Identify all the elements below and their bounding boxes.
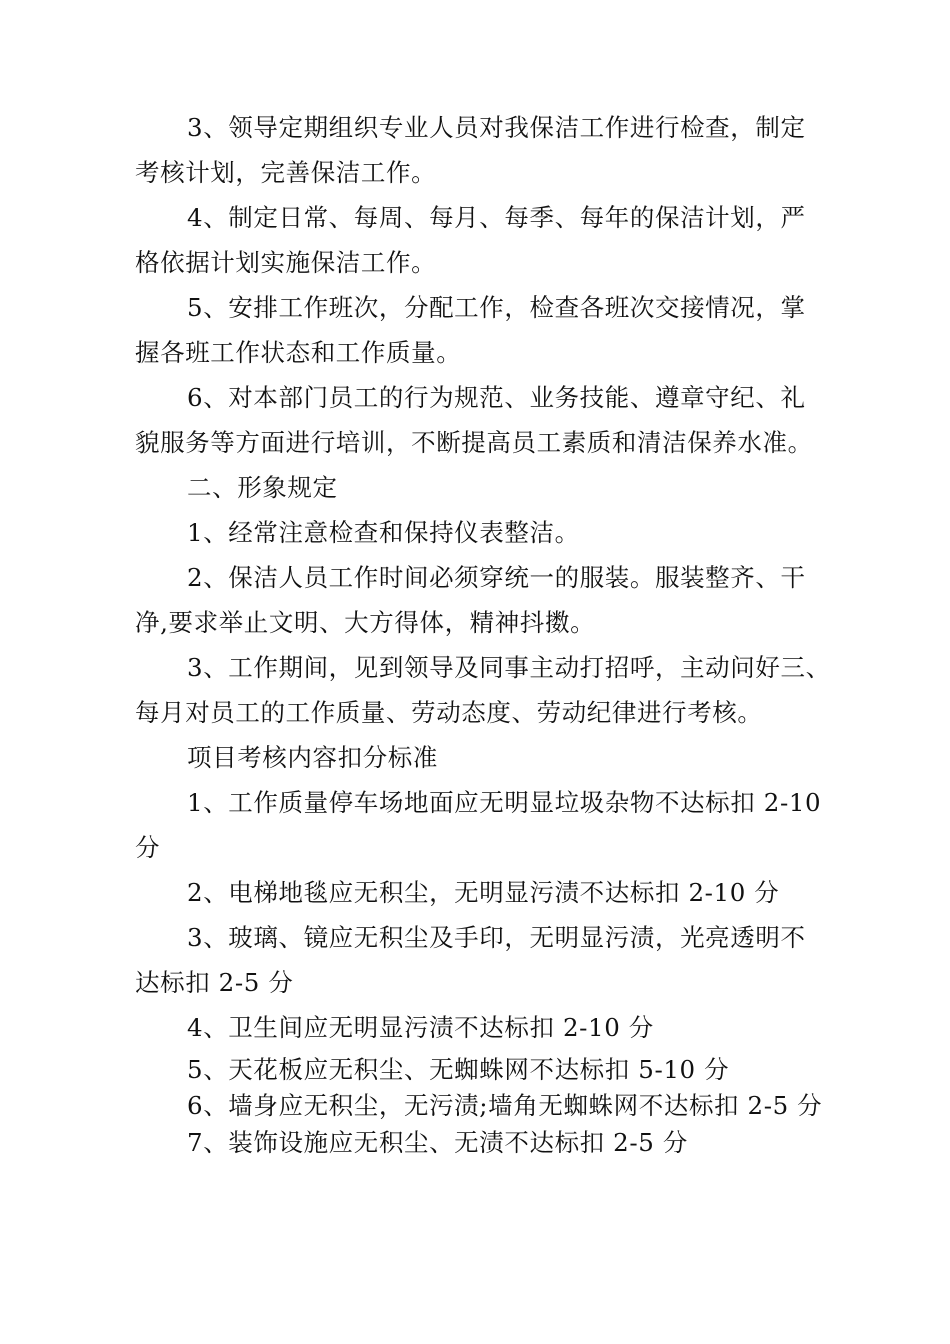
text-line: 分 xyxy=(135,833,161,862)
section-heading: 二、形象规定 xyxy=(187,473,338,502)
text-line: 4、制定日常、每周、每月、每季、每年的保洁计划，严 xyxy=(187,203,806,232)
text-line: 1、经常注意检查和保持仪表整洁。 xyxy=(187,518,580,547)
text-line: 貌服务等方面进行培训，不断提高员工素质和清洁保养水准。 xyxy=(135,428,813,457)
text-line: 格依据计划实施保洁工作。 xyxy=(135,248,437,277)
text-line: 6、墙身应无积尘，无污渍;墙角无蜘蛛网不达标扣 2-5 分 xyxy=(187,1091,823,1120)
text-line: 净,要求举止文明、大方得体，精神抖擞。 xyxy=(135,608,596,637)
text-line: 3、玻璃、镜应无积尘及手印，无明显污渍，光亮透明不 xyxy=(187,923,806,952)
text-line: 5、天花板应无积尘、无蜘蛛网不达标扣 5-10 分 xyxy=(187,1055,730,1084)
text-line: 达标扣 2-5 分 xyxy=(135,968,294,997)
text-line: 2、电梯地毯应无积尘，无明显污渍不达标扣 2-10 分 xyxy=(187,878,780,907)
text-line: 4、卫生间应无明显污渍不达标扣 2-10 分 xyxy=(187,1013,654,1042)
text-line: 3、领导定期组织专业人员对我保洁工作进行检查，制定 xyxy=(187,113,806,142)
text-line: 2、保洁人员工作时间必须穿统一的服装。服装整齐、干 xyxy=(187,563,806,592)
text-line: 每月对员工的工作质量、劳动态度、劳动纪律进行考核。 xyxy=(135,698,763,727)
text-line: 5、安排工作班次，分配工作，检查各班次交接情况，掌 xyxy=(187,293,806,322)
text-line: 7、装饰设施应无积尘、无渍不达标扣 2-5 分 xyxy=(187,1128,688,1157)
text-line: 6、对本部门员工的行为规范、业务技能、遵章守纪、礼 xyxy=(187,383,806,412)
text-line: 考核计划，完善保洁工作。 xyxy=(135,158,437,187)
text-line: 1、工作质量停车场地面应无明显垃圾杂物不达标扣 2-10 xyxy=(187,788,822,817)
text-line: 握各班工作状态和工作质量。 xyxy=(135,338,462,367)
text-line: 项目考核内容扣分标准 xyxy=(187,743,438,772)
text-line: 3、工作期间，见到领导及同事主动打招呼，主动问好三、 xyxy=(187,653,831,682)
